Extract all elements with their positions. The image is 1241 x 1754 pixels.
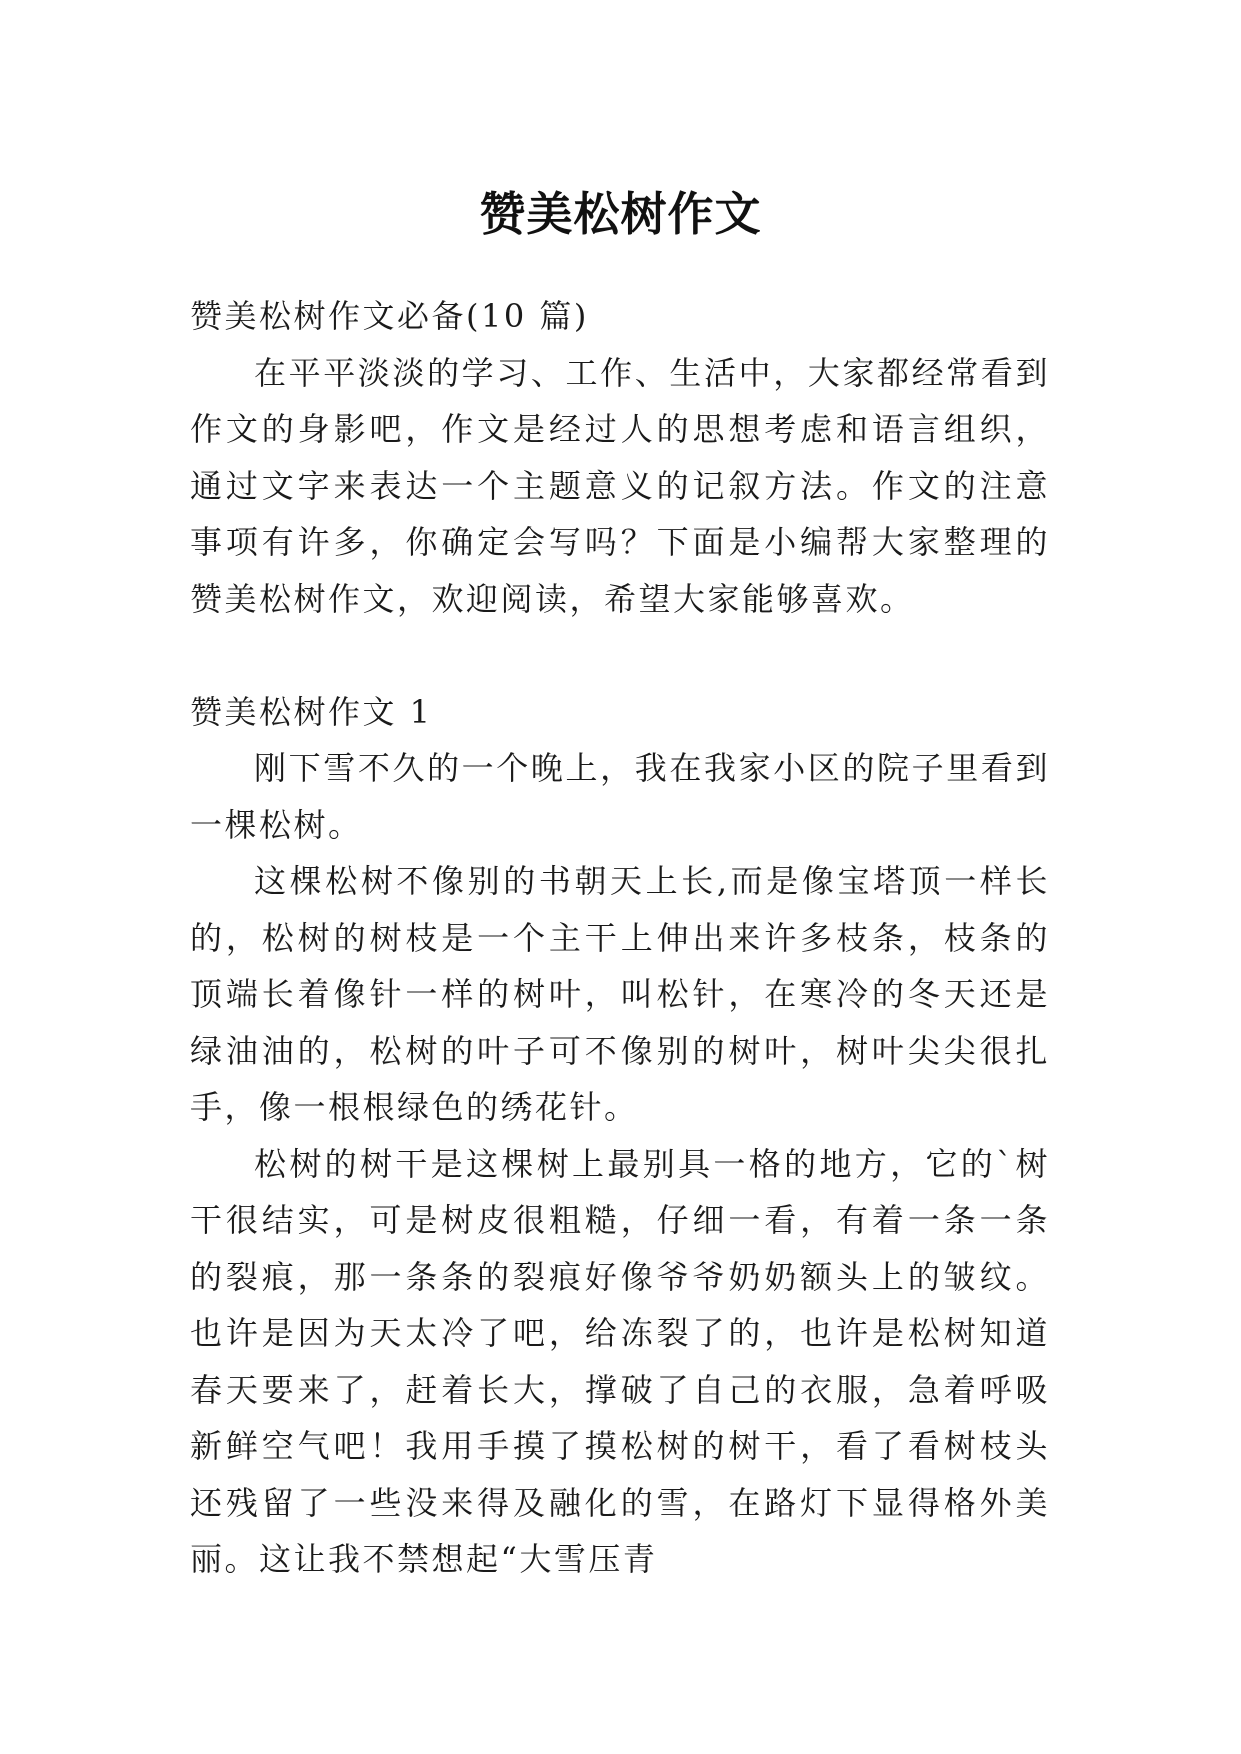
essay-heading: 赞美松树作文 1: [190, 692, 433, 731]
essay-paragraph: 刚下雪不久的一个晚上，我在我家小区的院子里看到一棵松树。: [190, 749, 1050, 844]
document-body: [190, 288, 1050, 1588]
collection-subtitle: 赞美松树作文必备(10 篇): [190, 297, 589, 335]
essay-paragraph: 这棵松树不像别的书朝天上长,而是像宝塔顶一样长的，松树的树枝是一个主干上伸出来许多枝条，枝条的顶端长着像针一样的树叶，叫松针，在寒冷的冬天还是绿油油的，松树的叶子可不像别的树叶，树叶尖尖很扎手，像一根根绿色的绣花针。: [190, 862, 1050, 1126]
essay-paragraph: 松树的树干是这棵树上最别具一格的地方，它的`树干很结实，可是树皮很粗糙，仔细一看，有着一条一条的裂痕，那一条条的裂痕好像爷爷奶奶额头上的皱纹。也许是因为天太冷了吧，给冻裂了的，也许是松树知道春天要来了，赶着长大，撑破了自己的衣服，急着呼吸新鲜空气吧！我用手摸了摸松树的树干，看了看树枝头还残留了一些没来得及融化的雪，在路灯下显得格外美丽。这让我不禁想起“大雪压青: [190, 1144, 1050, 1578]
intro-paragraph: 在平平淡淡的学习、工作、生活中，大家都经常看到作文的身影吧，作文是经过人的思想考虑和语言组织，通过文字来表达一个主题意义的记叙方法。作文的注意事项有许多，你确定会写吗？下面是小编帮大家整理的赞美松树作文，欢迎阅读，希望大家能够喜欢。: [190, 353, 1050, 618]
document-title: 赞美松树作文: [479, 186, 762, 241]
section-spacer: [190, 627, 1050, 684]
